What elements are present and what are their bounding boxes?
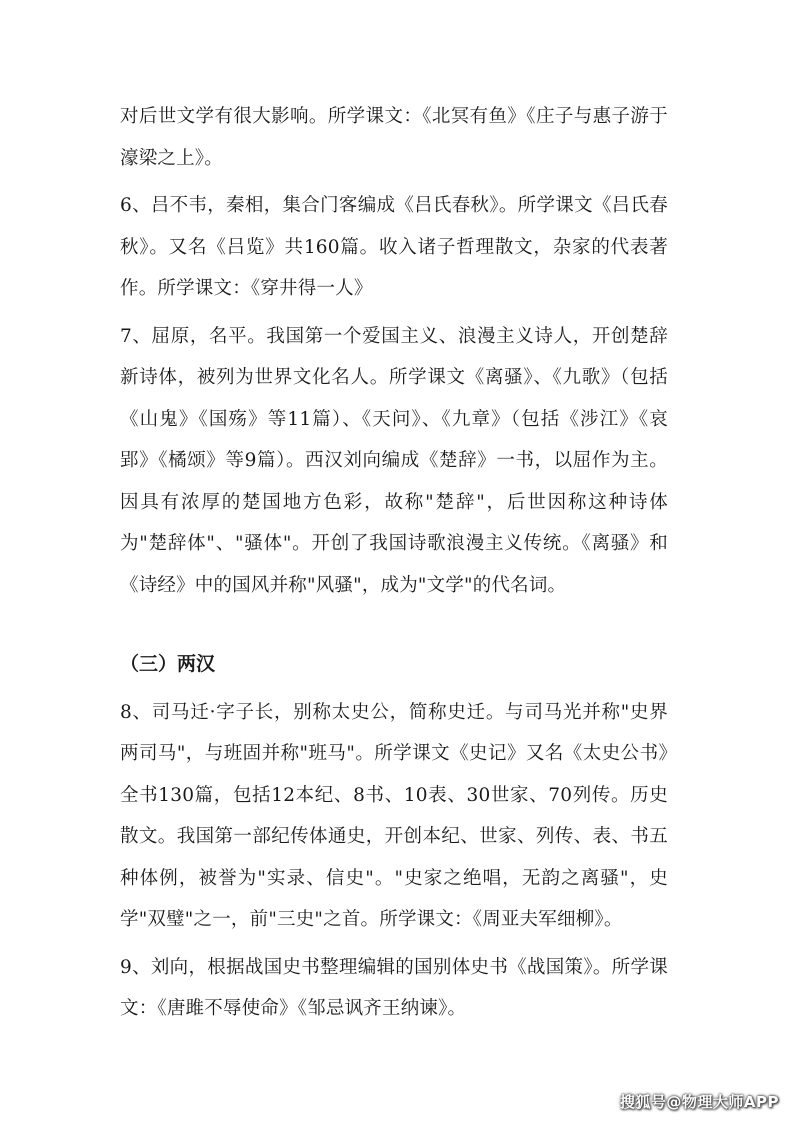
- paragraph-qu-yuan: 7、屈原，名平。我国第一个爱国主义、浪漫主义诗人，开创楚辞新诗体，被列为世界文化名人。所学课文《离骚》、《九歌》（包括《山鬼》《国殇》等11篇）、《天问》、《九章》（包括《涉江》《哀郢》《橘颂》等9篇）。西汉刘向编成《楚辞》一书，以屈作为主。因具有浓厚的楚国地方色彩，故称"楚辞"，后世因称这种诗体为"楚辞体"、"骚体"。开创了我国诗歌浪漫主义传统。《离骚》和《诗经》中的国风并称"风骚"，成为"文学"的代名词。: [120, 325, 668, 596]
- paragraph-liu-xiang: 9、刘向，根据战国史书整理编辑的国别体史书《战国策》。所学课文：《唐雎不辱使命》《邹忌讽齐王纳谏》。: [120, 956, 668, 1019]
- paragraph-zhuangzi-cont: 对后世文学有很大影响。所学课文：《北冥有鱼》《庄子与惠子游于濠梁之上》。: [120, 106, 668, 169]
- watermark: 搜狐号@物理大师APP: [619, 1093, 779, 1111]
- section-heading-han: （三）两汉: [120, 653, 216, 675]
- paragraph-sima-qian: 8、司马迁·字子长，别称太史公，简称史迁。与司马光并称"史界两司马"，与班固并称"班马"。所学课文《史记》又名《太史公书》全书130篇，包括12本纪、8书、10表、30世家、70列传。历史散文。我国第一部纪传体通史，开创本纪、世家、列传、表、书五种体例，被誉为"实录、信史"。"史家之绝唱，无韵之离骚"，史学"双璧"之一，前"三史"之首。所学课文：《周亚夫军细柳》。: [120, 701, 668, 930]
- paragraph-lv-buwei: 6、吕不韦，秦相，集合门客编成《吕氏春秋》。所学课文《吕氏春秋》。又名《吕览》共160篇。收入诸子哲理散文，杂家的代表著作。所学课文：《穿井得一人》: [120, 195, 668, 299]
- document-body: [120, 96, 668, 1036]
